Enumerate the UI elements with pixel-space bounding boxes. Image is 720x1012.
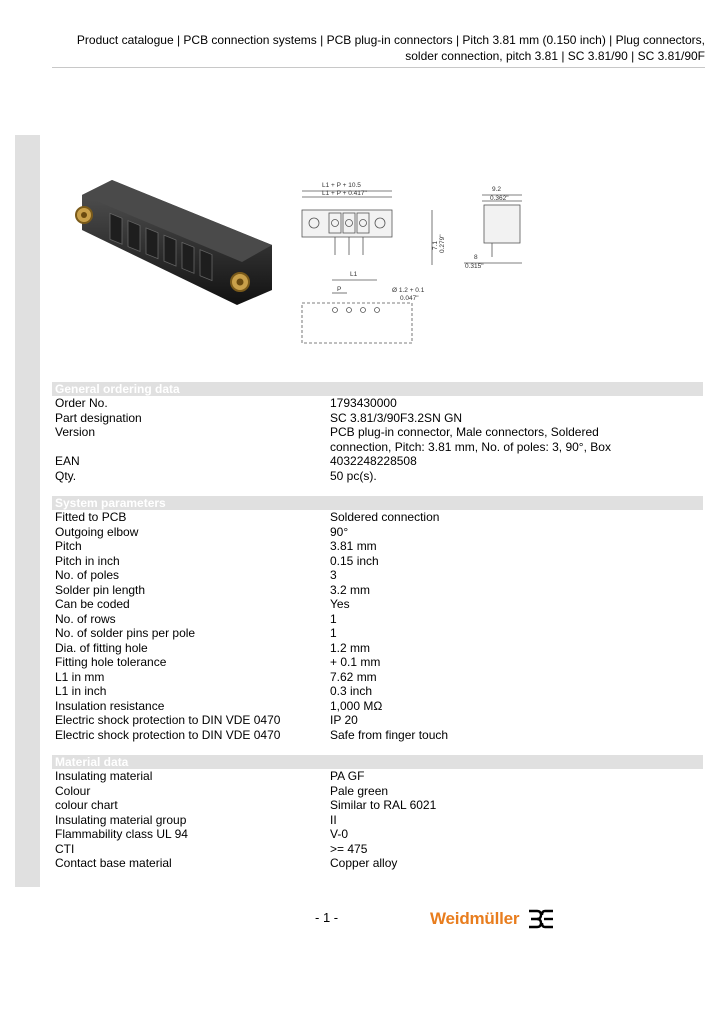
row-value: 1.2 mm (330, 640, 371, 655)
product-photo (72, 170, 282, 310)
table-row (52, 699, 703, 714)
table-row (52, 670, 703, 685)
row-label: Outgoing elbow (55, 524, 139, 539)
row-label: L1 in mm (55, 669, 105, 684)
row-value: PA GF (330, 769, 365, 783)
row-label: Electric shock protection to DIN VDE 0470 (55, 713, 281, 727)
table-row (52, 510, 703, 525)
product-images (52, 140, 702, 370)
dim-side-2: 0.279" (439, 234, 446, 253)
table-row (52, 684, 703, 699)
table-row (52, 396, 703, 411)
header-divider (52, 67, 705, 68)
data-sections (52, 382, 703, 871)
row-label: Fitting hole tolerance (55, 655, 167, 669)
table-row (52, 554, 703, 569)
row-label: Order No. (55, 396, 108, 410)
section-title-material: Material data (52, 755, 703, 769)
table-row (52, 612, 703, 627)
dim-p: P (337, 286, 342, 293)
row-value: + 0.1 mm (330, 655, 381, 669)
row-label: Fitted to PCB (55, 510, 127, 524)
dim-top-2: L1 + P + 0.417" (322, 190, 367, 197)
row-value: 1793430000 (330, 396, 397, 410)
row-value: 1 (330, 626, 337, 640)
row-value: II (330, 812, 337, 827)
table-row (52, 813, 703, 828)
row-label: Insulating material group (55, 812, 187, 827)
row-value: 7.62 mm (330, 669, 377, 684)
row-value: SC 3.81/3/90F3.2SN GN (330, 410, 463, 425)
row-label: Pitch (55, 539, 82, 553)
row-label: colour chart (55, 798, 118, 812)
breadcrumb-line-1: Product catalogue | PCB connection systems | PCB plug-in connectors | Pitch 3.81 mm (0.150 inch) | Plug connectors, (76, 33, 705, 47)
dim-side-1: 7.1 (432, 240, 439, 250)
row-value: Similar to RAL 6021 (330, 798, 437, 812)
table-row (52, 798, 703, 813)
technical-drawing (292, 175, 702, 355)
row-value: Yes (330, 597, 350, 611)
dim-top-1: L1 + P + 10.5 (322, 182, 361, 189)
row-value: Safe from finger touch (330, 727, 449, 742)
table-row (52, 626, 703, 641)
table-row (52, 728, 703, 743)
table-row (52, 539, 703, 554)
table-row (52, 769, 703, 784)
table-row (52, 713, 703, 728)
breadcrumb-line-2: solder connection, pitch 3.81 | SC 3.81/90 | SC 3.81/90F (405, 49, 705, 63)
page-header (40, 32, 705, 64)
page-number: - 1 - (315, 910, 339, 925)
row-label: Insulation resistance (55, 698, 165, 713)
dim-bottom-2: 0.315" (465, 263, 484, 270)
table-row (52, 525, 703, 540)
row-label: Solder pin length (55, 582, 146, 597)
section-title-general: General ordering data (52, 382, 703, 396)
section-title-system: System parameters (52, 496, 703, 510)
table-row (52, 454, 703, 469)
dim-hole-1: Ø 1.2 + 0.1 (392, 287, 425, 294)
row-value: 0.15 inch (330, 553, 379, 568)
table-row (52, 784, 703, 799)
row-label: Pitch in inch (55, 553, 120, 568)
table-row (52, 469, 703, 484)
row-value: 3.81 mm (330, 539, 377, 553)
row-label: Insulating material (55, 769, 153, 783)
row-value: Pale green (330, 783, 389, 798)
general-rows (52, 396, 703, 483)
row-value: 3.2 mm (330, 582, 371, 597)
row-label: Version (55, 425, 96, 439)
row-label: No. of poles (55, 568, 120, 582)
table-row (52, 597, 703, 612)
row-value: 50 pc(s). (330, 468, 377, 483)
row-label: Dia. of fitting hole (55, 640, 148, 655)
weidmuller-mark-icon (527, 908, 555, 930)
row-label: Electric shock protection to DIN VDE 0470 (55, 727, 281, 742)
side-bar (15, 135, 40, 887)
row-value: 90° (330, 524, 349, 539)
table-row (52, 425, 703, 454)
table-row (52, 411, 703, 426)
row-value: 3 (330, 568, 337, 582)
row-value: 1,000 MΩ (330, 698, 383, 713)
row-label: Can be coded (55, 597, 130, 611)
row-label: Qty. (55, 468, 77, 483)
row-value: 1 (330, 611, 337, 626)
dim-bottom-1: 8 (474, 254, 478, 261)
row-label: EAN (55, 454, 80, 468)
table-row (52, 856, 703, 871)
row-label: No. of rows (55, 611, 116, 626)
table-row (52, 827, 703, 842)
dim-right-2: 0.362" (490, 195, 509, 202)
dim-right-1: 9.2 (492, 186, 502, 193)
row-value: V-0 (330, 827, 349, 841)
system-rows (52, 510, 703, 742)
dim-l1: L1 (350, 271, 358, 278)
row-label: No. of solder pins per pole (55, 626, 196, 640)
material-rows (52, 769, 703, 871)
table-row (52, 568, 703, 583)
brand-logo (430, 908, 555, 930)
row-label: CTI (55, 841, 75, 856)
row-value: 0.3 inch (330, 684, 373, 698)
row-value: PCB plug-in connector, Male connectors, Soldered connection, Pitch: 3.81 mm, No. of poles: 3, 90°, Box (330, 425, 611, 454)
row-value: IP 20 (330, 713, 358, 727)
table-row (52, 583, 703, 598)
row-label: Contact base material (55, 856, 172, 870)
row-value: Soldered connection (330, 510, 440, 524)
row-label: Flammability class UL 94 (55, 827, 188, 841)
logo-text: Weidmüller (430, 909, 520, 928)
row-value: >= 475 (330, 841, 368, 856)
row-label: Part designation (55, 410, 142, 425)
row-value: Copper alloy (330, 856, 398, 870)
dim-hole-2: 0.047" (400, 295, 419, 302)
row-value: 4032248228508 (330, 454, 417, 468)
row-label: Colour (55, 783, 91, 798)
row-label: L1 in inch (55, 684, 107, 698)
table-row (52, 655, 703, 670)
table-row (52, 842, 703, 857)
table-row (52, 641, 703, 656)
